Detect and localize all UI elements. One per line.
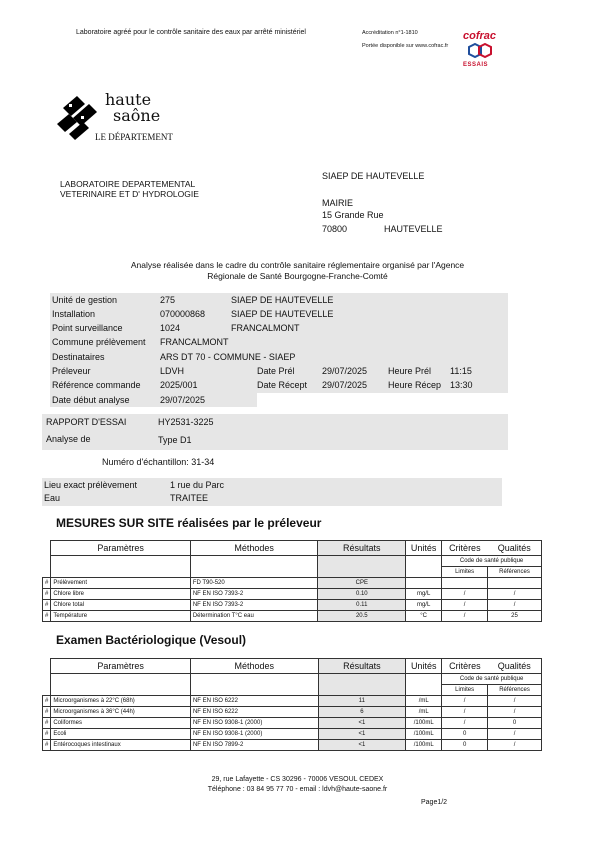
- heure-recept-label: Heure Récep: [388, 380, 442, 390]
- bacterio-table: [42, 658, 542, 751]
- result-cell: 0.11: [318, 600, 406, 611]
- limit-cell: /: [442, 589, 488, 600]
- result-cell: 6: [318, 707, 406, 718]
- limit-cell: /: [442, 707, 488, 718]
- debut-label: Date début analyse: [52, 395, 130, 405]
- cofrac-essais-text: ESSAIS: [463, 62, 489, 68]
- method-cell: NF EN ISO 6222: [190, 707, 318, 718]
- method-cell: NF EN ISO 9308-1 (2000): [190, 718, 318, 729]
- info-row-destinataires: [50, 351, 508, 364]
- intro-line2: Régionale de Santé Bourgogne-Franche-Comté: [207, 271, 388, 281]
- method-cell: NF EN ISO 7899-2: [190, 740, 318, 751]
- recipient-line2: 15 Grande Rue: [322, 210, 384, 220]
- header-criteres: Critères: [442, 659, 488, 674]
- info-row-unite: [50, 294, 508, 307]
- info-row-point: [50, 322, 508, 335]
- result-cell: 11: [318, 696, 406, 707]
- rapport-value: HY2531-3225: [158, 417, 214, 427]
- cofrac-logo-text: cofrac: [463, 30, 497, 42]
- method-cell: NF EN ISO 7393-2: [190, 600, 318, 611]
- bacterio-subheader-code: [43, 674, 542, 685]
- result-cell: <1: [318, 729, 406, 740]
- analyse-label: Analyse de: [46, 434, 91, 444]
- method-cell: FD T90-520: [190, 578, 318, 589]
- limit-cell: /: [442, 600, 488, 611]
- unit-cell: mg/L: [406, 589, 442, 600]
- header-references: Références: [488, 567, 542, 578]
- date-prel-value: 29/07/2025: [322, 366, 368, 376]
- footer-address: 29, rue Lafayette - CS 30296 - 70006 VESOUL CEDEX: [211, 776, 384, 783]
- installation-name: SIAEP DE HAUTEVELLE: [231, 309, 334, 319]
- header-criteres: Critères: [442, 541, 488, 556]
- reference-cell: /: [488, 707, 542, 718]
- cofrac-logo: [463, 30, 497, 74]
- unit-cell: /100mL: [406, 718, 442, 729]
- header-parametres: Paramètres: [51, 541, 190, 556]
- table-row: [43, 740, 542, 751]
- reference-cell: /: [488, 729, 542, 740]
- row-marker: #: [43, 696, 51, 707]
- point-label: Point surveillance: [52, 323, 123, 333]
- result-cell: CPE: [318, 578, 406, 589]
- bacterio-subheader-limits: [43, 685, 542, 696]
- info-row-preleveur: [50, 365, 508, 378]
- header-qualites: Qualités: [488, 659, 542, 674]
- limit-cell: /: [442, 696, 488, 707]
- reference-label: Référence commande: [52, 380, 141, 390]
- lab-name-line2: VETERINAIRE ET D' HYDROLOGIE: [60, 189, 199, 199]
- destinataires-value: ARS DT 70 - COMMUNE - SIAEP: [160, 352, 296, 362]
- recipient-postcode: 70800: [322, 224, 348, 234]
- accreditation-number: Accréditation n°1-1810: [362, 30, 418, 36]
- row-marker: #: [43, 611, 51, 622]
- point-name: FRANCALMONT: [231, 323, 300, 333]
- unit-cell: mg/L: [406, 600, 442, 611]
- table-row: [43, 600, 542, 611]
- method-cell: Détermination T°C eau: [190, 611, 318, 622]
- unite-code: 275: [160, 295, 176, 305]
- date-recept-label: Date Récept: [257, 380, 308, 390]
- param-cell: Température: [51, 611, 190, 622]
- row-marker: #: [43, 578, 51, 589]
- table-row: [43, 589, 542, 600]
- info-row-reference: [50, 379, 508, 392]
- installation-code: 070000868: [160, 309, 206, 319]
- param-cell: Microorganismes à 22°C (68h): [51, 696, 191, 707]
- portee-text: Portée disponible sur www.cofrac.fr: [362, 43, 449, 49]
- lab-approval-title: Laboratoire agréé pour le contrôle sanitaire des eaux par arrêté ministériel: [76, 29, 306, 36]
- table-row: [43, 696, 542, 707]
- bacterio-section-title: Examen Bactériologique (Vesoul): [56, 633, 247, 647]
- logo-le-departement: LE DÉPARTEMENT: [95, 132, 173, 142]
- date-prel-label: Date Prél: [257, 366, 295, 376]
- param-cell: Chlore total: [51, 600, 190, 611]
- result-cell: 0.10: [318, 589, 406, 600]
- recipient-city: HAUTEVELLE: [384, 224, 443, 234]
- header-code-sante: Code de santé publique: [442, 674, 542, 685]
- footer-contact: Téléphone : 03 84 95 77 70 - email : ldvh@haute-saone.fr: [207, 786, 388, 793]
- info-row-debut: [50, 394, 508, 407]
- header-limites: Limites: [442, 567, 488, 578]
- reference-cell: /: [488, 696, 542, 707]
- recipient-line1: MAIRIE: [322, 198, 354, 208]
- eau-label: Eau: [44, 493, 61, 503]
- bacterio-header-row: [43, 659, 542, 674]
- unite-name: SIAEP DE HAUTEVELLE: [231, 295, 334, 305]
- site-measures-table: [42, 540, 542, 622]
- preleveur-label: Préleveur: [52, 366, 91, 376]
- preleveur-value: LDVH: [160, 366, 185, 376]
- lieu-label: Lieu exact prélèvement: [44, 480, 138, 490]
- info-row-installation: [50, 308, 508, 321]
- installation-label: Installation: [52, 309, 96, 319]
- header-unites: Unités: [406, 541, 442, 556]
- cofrac-hex-icon: [463, 42, 497, 62]
- row-marker: #: [43, 729, 51, 740]
- row-marker: #: [43, 707, 51, 718]
- unit-cell: /100mL: [406, 740, 442, 751]
- date-recept-value: 29/07/2025: [322, 380, 368, 390]
- header-parametres: Paramètres: [51, 659, 191, 674]
- site-subheader-code: [43, 556, 542, 567]
- header-limites: Limites: [442, 685, 488, 696]
- param-cell: Coliformes: [51, 718, 191, 729]
- logo-word-haute: haute: [105, 90, 152, 109]
- table-row: [43, 611, 542, 622]
- info-row-commune: [50, 336, 508, 349]
- header-qualites: Qualités: [488, 541, 542, 556]
- table-row: [43, 707, 542, 718]
- rapport-label: RAPPORT D'ESSAI: [46, 417, 127, 427]
- header-resultats: Résultats: [318, 541, 406, 556]
- haute-saone-logo: [55, 88, 185, 148]
- unit-cell: /mL: [406, 707, 442, 718]
- param-cell: Prélèvement: [51, 578, 190, 589]
- unit-cell: /mL: [406, 696, 442, 707]
- heure-recept-value: 13:30: [450, 380, 473, 390]
- result-cell: <1: [318, 740, 406, 751]
- header-references: Références: [488, 685, 542, 696]
- row-marker: #: [43, 600, 51, 611]
- limit-cell: /: [442, 611, 488, 622]
- heure-prel-label: Heure Prél: [388, 366, 432, 376]
- page-number: Page1/2: [421, 799, 448, 806]
- limit-cell: /: [442, 718, 488, 729]
- table-row: [43, 729, 542, 740]
- debut-value: 29/07/2025: [160, 395, 206, 405]
- method-cell: NF EN ISO 9308-1 (2000): [190, 729, 318, 740]
- row-marker: #: [43, 718, 51, 729]
- limit-cell: [442, 578, 488, 589]
- echantillon-number: Numéro d'échantillon: 31-34: [102, 457, 215, 467]
- commune-value: FRANCALMONT: [160, 337, 229, 347]
- site-subheader-limits: [43, 567, 542, 578]
- destinataires-label: Destinataires: [52, 352, 105, 362]
- unite-label: Unité de gestion: [52, 295, 118, 305]
- point-code: 1024: [160, 323, 181, 333]
- lieu-value: 1 rue du Parc: [170, 480, 225, 490]
- logo-word-saone: saône: [113, 106, 161, 125]
- header-methodes: Méthodes: [190, 659, 318, 674]
- row-marker: #: [43, 589, 51, 600]
- header-unites: Unités: [406, 659, 442, 674]
- site-header-row: [43, 541, 542, 556]
- intro-line1: Analyse réalisée dans le cadre du contrôle sanitaire réglementaire organisé par l'Agence: [130, 260, 465, 270]
- table-row: [43, 578, 542, 589]
- reference-cell: 0: [488, 718, 542, 729]
- lab-name-line1: LABORATOIRE DEPARTEMENTAL: [60, 179, 196, 189]
- header-resultats: Résultats: [318, 659, 406, 674]
- unit-cell: [406, 578, 442, 589]
- reference-cell: /: [488, 740, 542, 751]
- eau-value: TRAITEE: [170, 493, 209, 503]
- header-code-sante: Code de santé publique: [442, 556, 542, 567]
- method-cell: NF EN ISO 7393-2: [190, 589, 318, 600]
- unit-cell: /100mL: [406, 729, 442, 740]
- table-row: [43, 718, 542, 729]
- reference-value: 2025/001: [160, 380, 198, 390]
- result-cell: 20.5: [318, 611, 406, 622]
- param-cell: Ecoli: [51, 729, 191, 740]
- recipient-name: SIAEP DE HAUTEVELLE: [322, 171, 425, 181]
- row-marker: #: [43, 740, 51, 751]
- param-cell: Chlore libre: [51, 589, 190, 600]
- reference-cell: /: [488, 600, 542, 611]
- reference-cell: 25: [488, 611, 542, 622]
- method-cell: NF EN ISO 6222: [190, 696, 318, 707]
- limit-cell: 0: [442, 729, 488, 740]
- heure-prel-value: 11:15: [450, 366, 472, 376]
- header-methodes: Méthodes: [190, 541, 318, 556]
- limit-cell: 0: [442, 740, 488, 751]
- param-cell: Entérocoques intestinaux: [51, 740, 191, 751]
- reference-cell: /: [488, 589, 542, 600]
- analyse-value: Type D1: [158, 435, 192, 445]
- site-section-title: MESURES SUR SITE réalisées par le préleveur: [56, 516, 322, 530]
- reference-cell: [488, 578, 542, 589]
- param-cell: Microorganismes à 36°C (44h): [51, 707, 191, 718]
- result-cell: <1: [318, 718, 406, 729]
- unit-cell: °C: [406, 611, 442, 622]
- commune-label: Commune prélèvement: [52, 337, 146, 347]
